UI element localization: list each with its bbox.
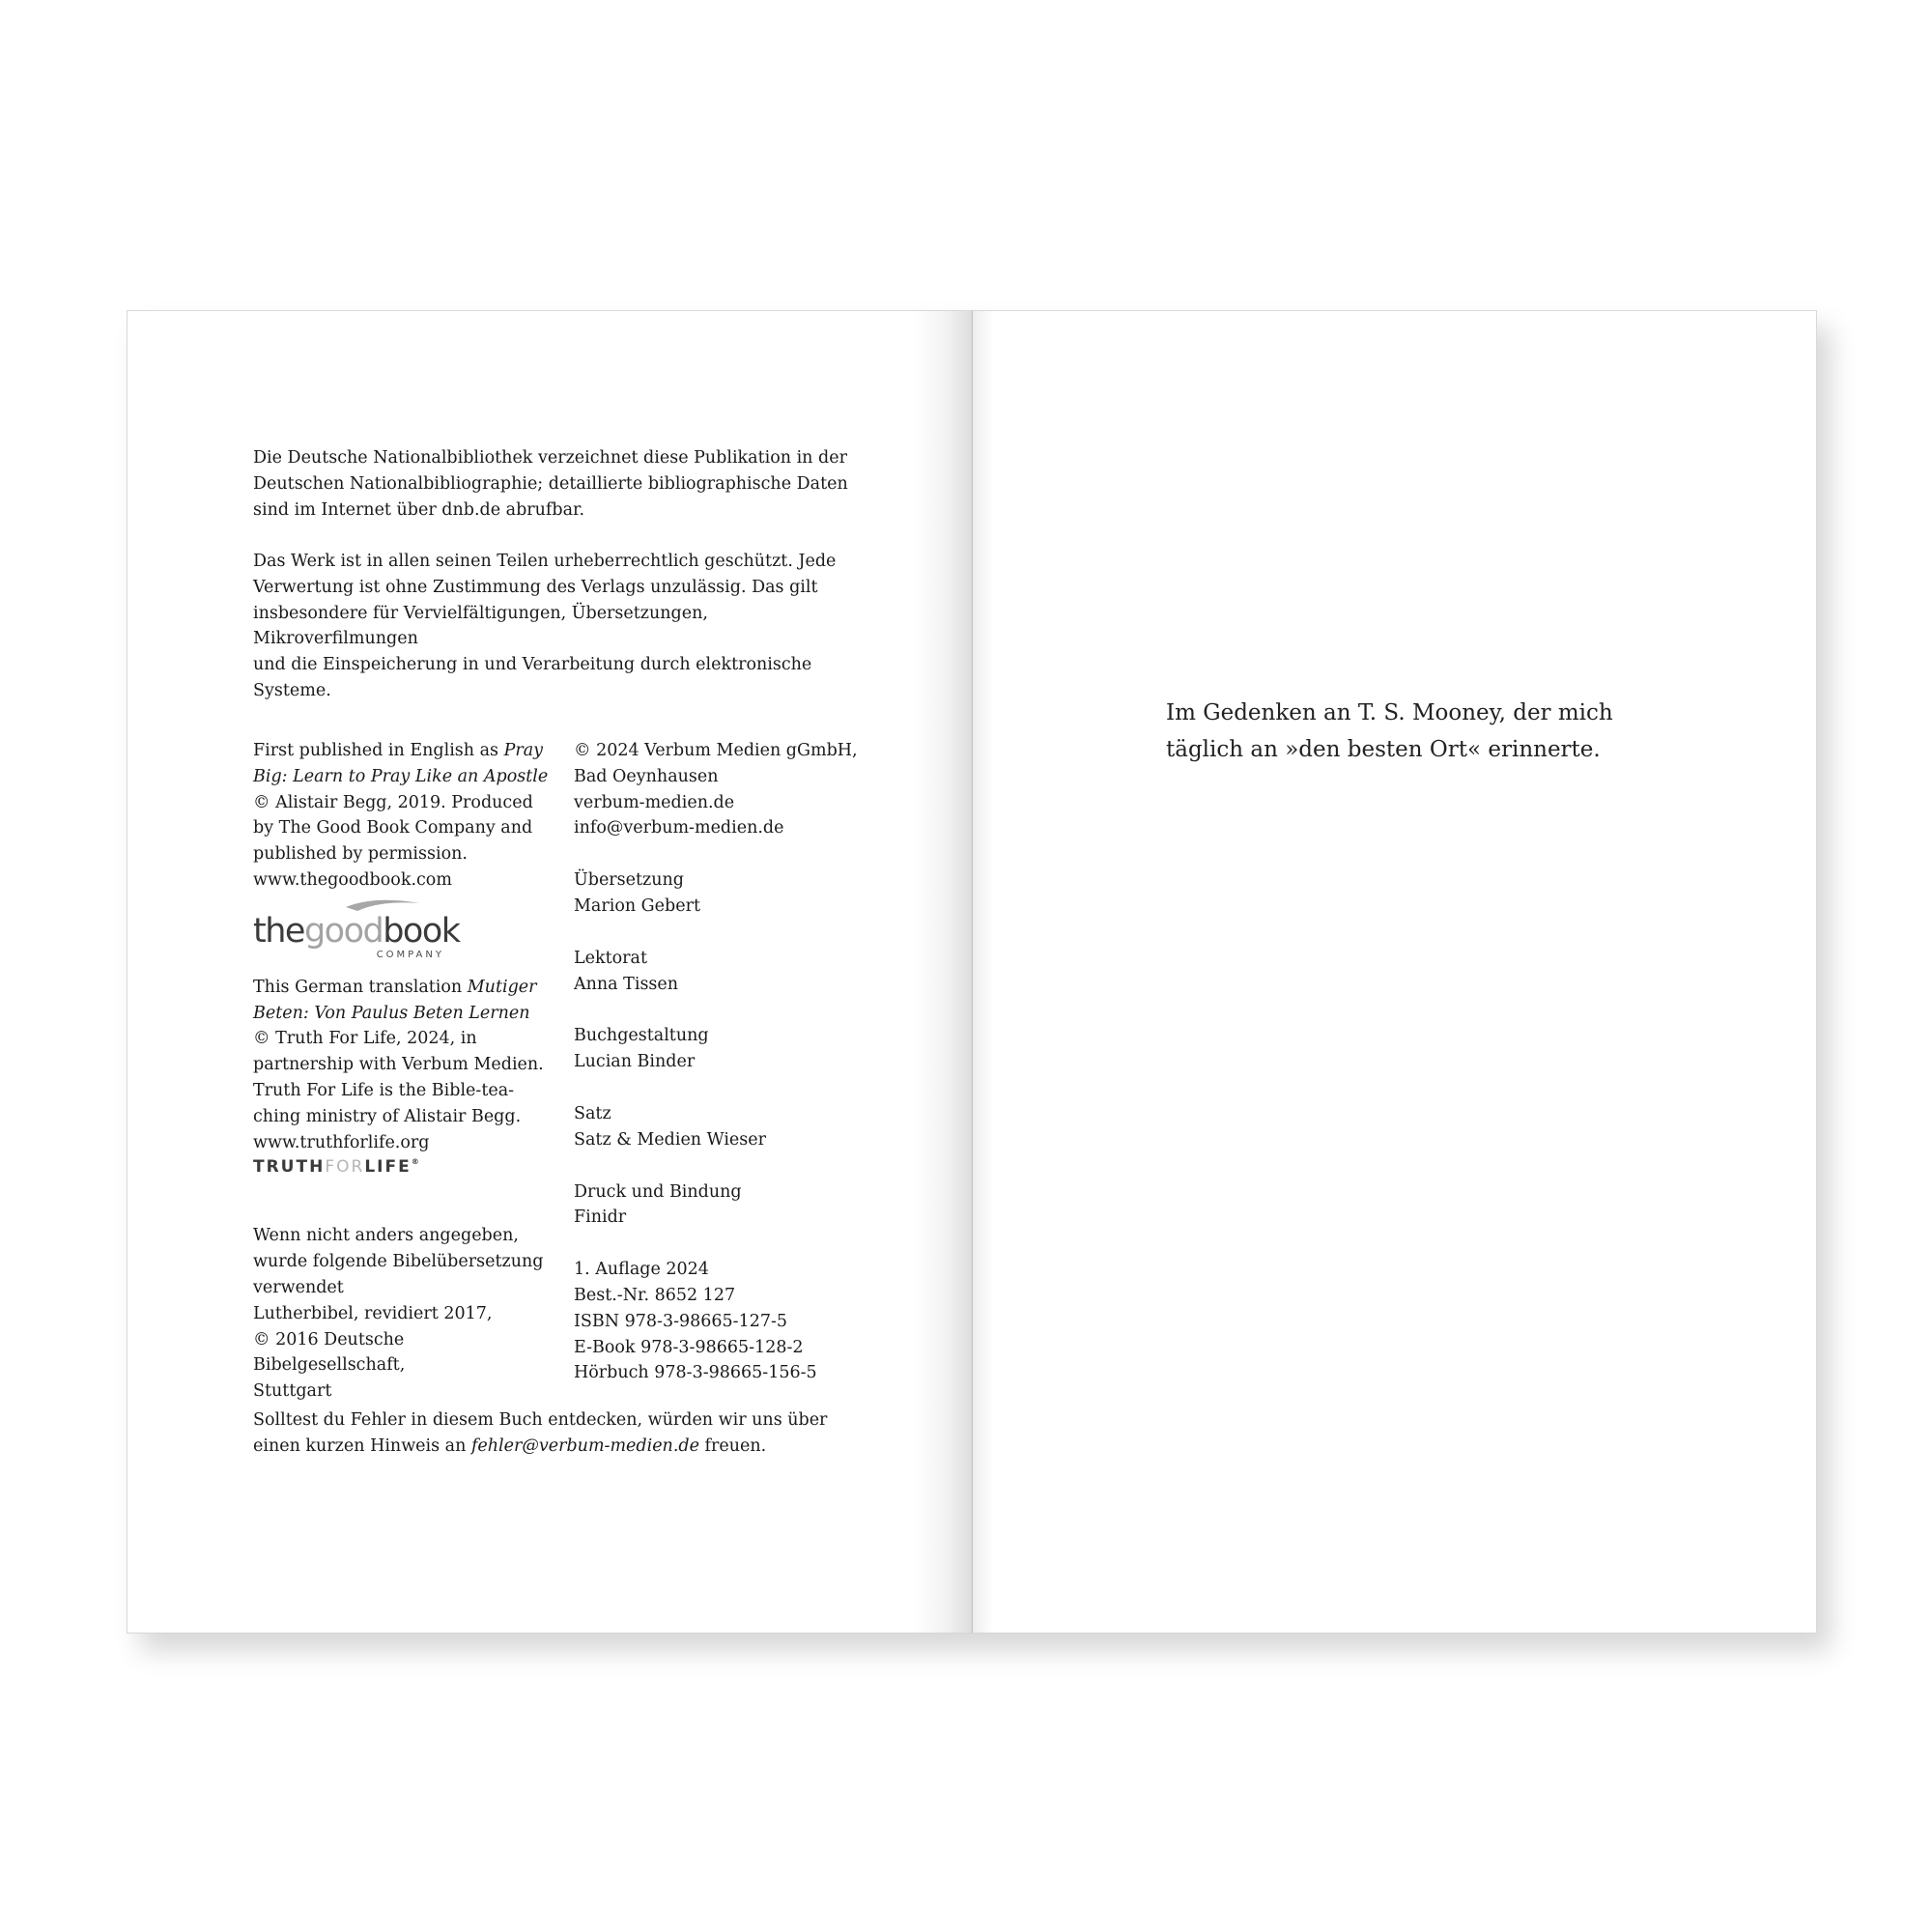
dnb-note: Die Deutsche Nationalbibliothek verzeichnet diese Publikation in der Deutschen Nationalbibliographie; detaillierte bibliographische Daten sind im Internet über dnb.de abrufbar.: [253, 448, 848, 520]
translation-note: This German translation Mutiger Beten: Von Paulus Beten Lernen © Truth For Life, 2024, in partnership with Verbum Medien. Truth For Life is the Bible-tea- ching ministry of Alistair Begg. www.truthforlife.org: [253, 977, 544, 1152]
logo-word-company: COMPANY: [376, 949, 444, 960]
logo-word-the: the: [253, 911, 304, 951]
credit-editing: Lektorat Anna Tissen: [574, 948, 679, 994]
imprint-left-column: [253, 738, 553, 1405]
logo-word-book: book: [383, 911, 460, 951]
truth-for-life-logo: TRUTHFORLIFE®: [253, 1157, 419, 1178]
credit-book-design: Buchgestaltung Lucian Binder: [574, 1026, 709, 1072]
errata-note: Solltest du Fehler in diesem Buch entdecken, würden wir uns über einen kurzen Hinweis an fehler@verbum-medien.de freuen.: [253, 1410, 828, 1456]
the-good-book-company-logo: [253, 897, 460, 961]
translation-title: Mutiger Beten: Von Paulus Beten Lernen: [253, 977, 537, 1023]
right-page-dedication: [972, 310, 1817, 1634]
dedication-text: Im Gedenken an T. S. Mooney, der mich täglich an »den besten Ort« erinnerte.: [1166, 700, 1613, 762]
left-page-imprint: [127, 310, 972, 1634]
edition-info: 1. Auflage 2024 Best.-Nr. 8652 127 ISBN 978-3-98665-127-5 E-Book 978-3-98665-128-2 Hörbuch 978-3-98665-156-5: [574, 1260, 817, 1383]
errata-email: fehler@verbum-medien.de: [470, 1435, 699, 1456]
copyright-note: Das Werk ist in allen seinen Teilen urheberrechtlich geschützt. Jede Verwertung ist ohne Zustimmung des Verlags unzulässig. Das gilt insbesondere für Vervielfältigungen, Übersetzungen, Mikroverfilmungen und die Einspeicherung in und Verarbeitung durch elektronische Systeme.: [253, 552, 837, 700]
credit-typesetting: Satz Satz & Medien Wieser: [574, 1103, 766, 1150]
bible-translation-note: Wenn nicht anders angegeben, wurde folgende Bibelübersetzung verwendet Lutherbibel, revidiert 2017, © 2016 Deutsche Bibelgesellschaft, Stuttgart: [253, 1226, 544, 1402]
svg-text:thegoodbook: [253, 912, 462, 951]
logo-word-good: good: [303, 911, 384, 951]
original-title: Pray Big: Learn to Pray Like an Apostle: [253, 741, 549, 786]
original-edition-note: First published in English as Pray Big: Learn to Pray Like an Apostle © Alistair Begg, 2019. Produced by The Good Book Company and published by permission. www.thegoodbook.com: [253, 741, 549, 890]
publisher-info: © 2024 Verbum Medien gGmbH, Bad Oeynhausen verbum-medien.de info@verbum-medien.de: [574, 741, 858, 838]
book-spread: [127, 310, 1817, 1634]
imprint-right-column: [574, 738, 873, 1386]
credit-translation: Übersetzung Marion Gebert: [574, 870, 700, 916]
credit-printing: Druck und Bindung Finidr: [574, 1181, 742, 1228]
